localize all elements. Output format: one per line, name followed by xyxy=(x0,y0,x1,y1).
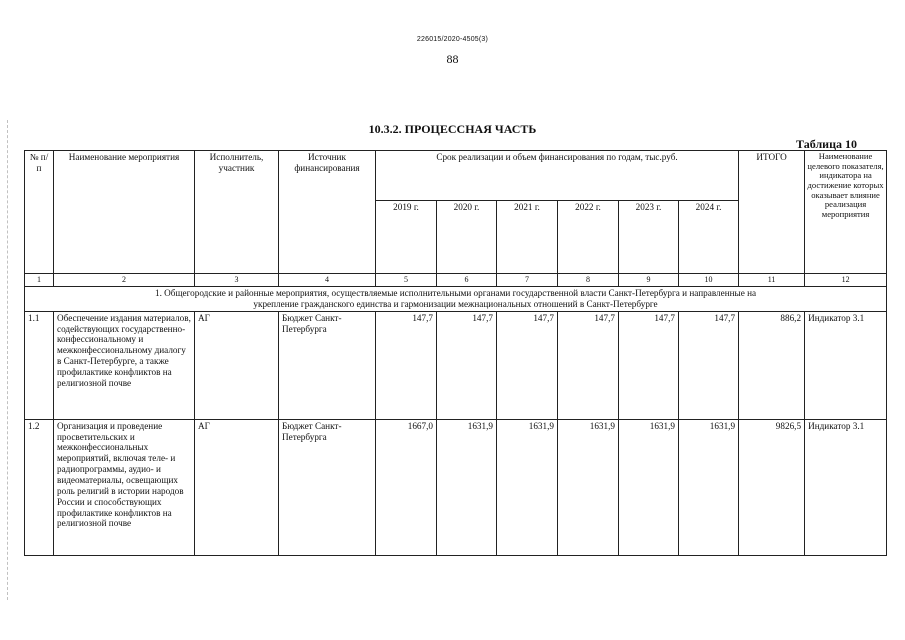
column-index: 5 xyxy=(376,274,437,287)
year-value: 1631,9 xyxy=(558,419,619,555)
col-header-executor: Исполнитель, участник xyxy=(195,151,279,274)
total-value: 9826,5 xyxy=(739,419,805,555)
year-value: 1631,9 xyxy=(679,419,739,555)
indicator: Индикатор 3.1 xyxy=(805,419,887,555)
year-value: 147,7 xyxy=(497,311,558,419)
year-value: 147,7 xyxy=(679,311,739,419)
section-heading-row xyxy=(25,287,887,312)
year-value: 147,7 xyxy=(558,311,619,419)
funding-source: Бюджет Санкт-Петербурга xyxy=(279,419,376,555)
financing-table xyxy=(24,150,887,556)
executor: АГ xyxy=(195,419,279,555)
column-index: 6 xyxy=(437,274,497,287)
col-header-year: 2021 г. xyxy=(497,201,558,274)
activity-name: Организация и проведение просветительских и межконфессиональных мероприятий, включая теле- и радиопрограммы, аудио- и видеоматериалы, освещающих роль религий в истории народов России и способствующих профилактике конфликтов на религиозной почве xyxy=(54,419,195,555)
table-label: Таблица 10 xyxy=(796,137,857,151)
column-index: 9 xyxy=(619,274,679,287)
col-header-total: ИТОГО xyxy=(739,151,805,274)
executor: АГ xyxy=(195,311,279,419)
column-index: 12 xyxy=(805,274,887,287)
col-header-year: 2024 г. xyxy=(679,201,739,274)
column-index: 8 xyxy=(558,274,619,287)
column-index: 3 xyxy=(195,274,279,287)
year-value: 1631,9 xyxy=(437,419,497,555)
section-heading: 1. Общегородские и районные мероприятия, осуществляемые исполнительными органами государственной власти Санкт-Петербурга и направленные на укрепление гражданского единства и гармонизации межнациональных отношений в Санкт-Петербурге xyxy=(25,287,887,312)
col-header-year: 2020 г. xyxy=(437,201,497,274)
column-index: 11 xyxy=(739,274,805,287)
total-value: 886,2 xyxy=(739,311,805,419)
column-index-row xyxy=(25,274,887,287)
scan-margin-marks xyxy=(7,120,12,600)
column-index: 2 xyxy=(54,274,195,287)
col-header-period-group: Срок реализации и объем финансирования по годам, тыс.руб. xyxy=(376,151,739,201)
column-index: 4 xyxy=(279,274,376,287)
table-row xyxy=(25,311,887,419)
column-index: 10 xyxy=(679,274,739,287)
year-value: 1631,9 xyxy=(497,419,558,555)
year-value: 1667,0 xyxy=(376,419,437,555)
indicator: Индикатор 3.1 xyxy=(805,311,887,419)
year-value: 147,7 xyxy=(437,311,497,419)
column-index: 1 xyxy=(25,274,54,287)
document-id: 226015/2020-4505(3) xyxy=(416,36,489,43)
year-value: 147,7 xyxy=(376,311,437,419)
col-header-year: 2022 г. xyxy=(558,201,619,274)
column-index: 7 xyxy=(497,274,558,287)
table-row xyxy=(25,419,887,555)
year-value: 1631,9 xyxy=(619,419,679,555)
section-title: 10.3.2. ПРОЦЕССНАЯ ЧАСТЬ xyxy=(368,122,537,136)
header-row-1 xyxy=(25,151,887,201)
activity-name: Обеспечение издания материалов, содействующих государственно-конфессиональному и межконфессиональному диалогу в Санкт-Петербурге, а также профилактике конфликтов на религиозной почве xyxy=(54,311,195,419)
funding-source: Бюджет Санкт-Петербурга xyxy=(279,311,376,419)
col-header-source: Источник финансирования xyxy=(279,151,376,274)
row-number: 1.1 xyxy=(25,311,54,419)
page-number: 88 xyxy=(446,52,459,66)
col-header-name: Наименование мероприятия xyxy=(54,151,195,274)
col-header-num: № п/п xyxy=(25,151,54,274)
row-number: 1.2 xyxy=(25,419,54,555)
col-header-year: 2023 г. xyxy=(619,201,679,274)
col-header-year: 2019 г. xyxy=(376,201,437,274)
year-value: 147,7 xyxy=(619,311,679,419)
col-header-indicator: Наименование целевого показателя, индикатора на достижение которых оказывает влияние реализация мероприятия xyxy=(805,151,887,274)
